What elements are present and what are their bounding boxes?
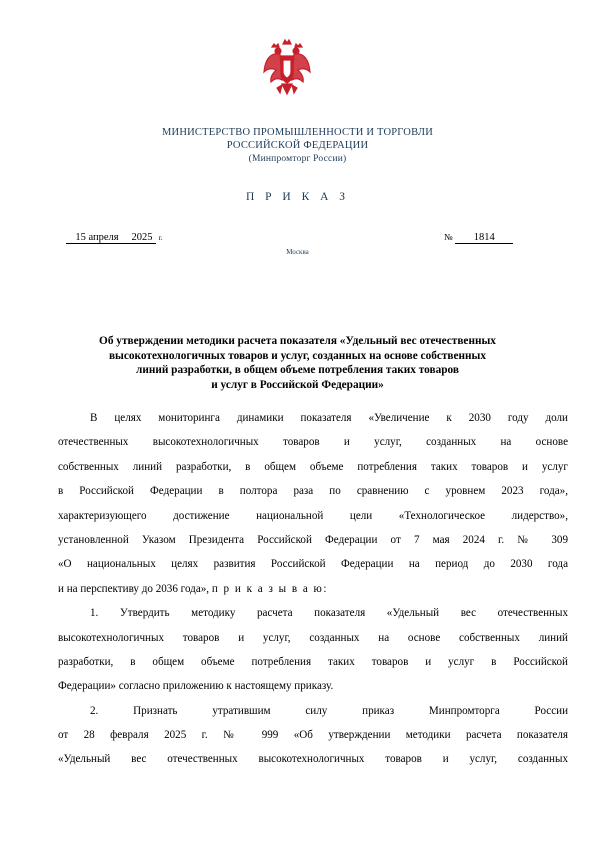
order-title-line: и услуг в Российской Федерации»: [211, 378, 384, 391]
body-line: характеризующего достижение национальной цели «Технологическое лидерство»,: [58, 509, 568, 522]
body-line: разработки, в общем объеме потребления таких товаров и услуг в Российской: [58, 655, 568, 668]
paragraph-preamble: [58, 406, 568, 601]
paragraph-item-1: [58, 601, 568, 699]
order-number-value: 1814: [455, 232, 513, 244]
coat-of-arms-emblem: [262, 38, 312, 100]
order-directive-word: п р и к а з ы в а ю:: [211, 582, 328, 595]
body-line: отечественных высокотехнологичных товаров и услуг, созданных на основе: [58, 436, 568, 449]
body-line: 2. Признать утратившим силу приказ Минпромторга России: [90, 704, 568, 717]
body-line: [58, 577, 568, 601]
order-date-year: 2025: [128, 232, 156, 244]
body-line: «Удельный вес отечественных высокотехнологичных товаров и услуг, созданных: [58, 753, 568, 766]
order-title-line: Об утверждении методики расчета показателя «Удельный вес отечественных: [99, 335, 496, 347]
order-number: [444, 232, 513, 244]
body-line: 1. Утвердить методику расчета показателя «Удельный вес отечественных: [90, 607, 568, 620]
ministry-short-name: (Минпромторг России): [248, 154, 347, 164]
body-line: высокотехнологичных товаров и услуг, созданных на основе собственных линий: [58, 631, 568, 644]
order-date: [66, 232, 162, 244]
ministry-name-line1: МИНИСТЕРСТВО ПРОМЫШЛЕННОСТИ И ТОРГОВЛИ: [162, 127, 433, 138]
body-line: Федерации» согласно приложению к настоящему приказу.: [58, 680, 334, 693]
body-line: «О национальных целях развития Российской Федерации на период до 2030 года: [58, 558, 568, 571]
order-title-line: высокотехнологичных товаров и услуг, созданных на основе собственных: [108, 349, 487, 362]
body-line: установленной Указом Президента Российской Федерации от 7 мая 2024 г. № 309: [58, 533, 568, 546]
order-title-line: линий разработки, в общем объеме потребления таких товаров: [135, 364, 459, 376]
order-body: [58, 406, 568, 772]
body-line: в Российской Федерации в полтора раза по сравнению с уровнем 2023 года»,: [58, 485, 568, 498]
body-line-text: и на перспективу до 2036 года»,: [58, 582, 210, 595]
order-date-year-suffix: г.: [158, 234, 163, 242]
body-line: от 28 февраля 2025 г. № 999 «Об утверждении методики расчета показателя: [58, 729, 568, 742]
order-date-day-month: 15 апреля: [66, 232, 128, 244]
order-number-sign: №: [444, 232, 453, 242]
paragraph-item-2: [58, 699, 568, 772]
body-line: В целях мониторинга динамики показателя «Увеличение к 2030 году доли: [90, 412, 568, 424]
document-type-heading: П Р И К А З: [245, 191, 350, 203]
ministry-name-line2: РОССИЙСКОЙ ФЕДЕРАЦИИ: [226, 140, 369, 151]
order-city: Москва: [286, 248, 309, 256]
body-line: собственных линий разработки, в общем объеме потребления таких товаров и услуг: [58, 460, 568, 473]
order-title: [40, 334, 555, 392]
